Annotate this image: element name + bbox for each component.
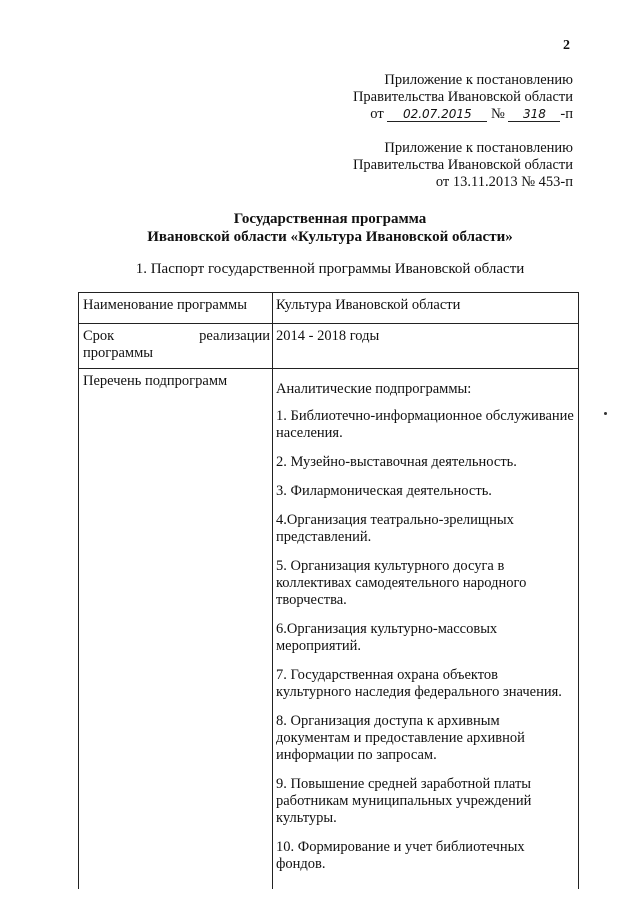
term-label-right: реализации [199,328,270,344]
document-title-line1: Государственная программа [233,211,427,227]
table-row-subprograms [79,369,579,890]
list-item: 4.Организация театрально-зрелищных представлений. [276,512,514,545]
appendix-current-line3 [353,106,573,123]
appendix-original-line2: Правительства Ивановской области [352,157,573,173]
list-item: 1. Библиотечно-информационное обслуживание населения. [276,408,574,441]
list-item: 9. Повышение средней заработной платы работникам муниципальных учреждений культуры. [276,776,532,826]
scan-speck [604,412,607,415]
term-label-line2: программы [83,345,153,361]
term-value: 2014 - 2018 годы [273,324,579,369]
from-label: от [370,106,384,122]
appendix-original-line1: Приложение к постановлению [384,140,573,156]
list-item: 5. Организация культурного досуга в коллективах самодеятельного народного творчества. [276,558,527,608]
appendix-current-line2: Правительства Ивановской области [352,89,573,105]
list-item: 7. Государственная охрана объектов культурного наследия федерального значения. [276,667,562,700]
section-title: 1. Паспорт государственной программы Ивановской области [135,261,525,277]
program-name-value: Культура Ивановской области [273,293,579,324]
appendix-current [353,72,573,123]
subprograms-value [273,369,579,890]
subprograms-heading: Аналитические подпрограммы: [276,381,472,397]
appendix-original [353,140,573,191]
page-number: 2 [563,38,570,53]
appendix-original-line3: от 13.11.2013 № 453-п [435,174,573,190]
term-label-left: Срок [83,328,115,344]
list-item: 2. Музейно-выставочная деятельность. [276,454,517,470]
number-suffix: -п [560,106,573,122]
number-label: № [490,106,505,122]
subprograms-label: Перечень подпрограмм [79,369,273,890]
handwritten-number: 318 [508,107,560,122]
document-title [0,210,640,246]
passport-table [78,292,579,889]
term-label [79,324,273,369]
list-item: 8. Организация доступа к архивным документам и предоставление архивной информации по запросам. [276,713,525,763]
appendix-current-line1: Приложение к постановлению [384,72,573,88]
program-name-label: Наименование программы [79,293,273,324]
table-row-term [79,324,579,369]
list-item: 10. Формирование и учет библиотечных фондов. [276,839,525,872]
document-title-line2: Ивановской области «Культура Ивановской области» [147,229,513,245]
list-item: 6.Организация культурно-массовых мероприятий. [276,621,498,654]
handwritten-date: 02.07.2015 [387,107,487,122]
list-item: 3. Филармоническая деятельность. [276,483,492,499]
table-row-program-name [79,293,579,324]
